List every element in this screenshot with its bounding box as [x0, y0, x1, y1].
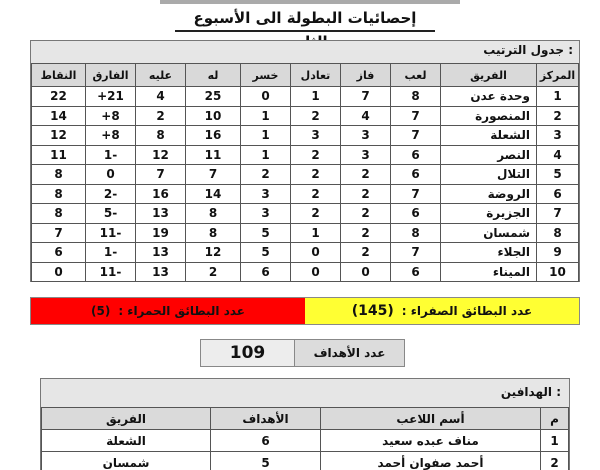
table-cell: 0 — [291, 262, 341, 282]
table-cell: 8 — [32, 184, 86, 204]
col-header: فاز — [341, 64, 391, 87]
table-cell: 14 — [32, 106, 86, 126]
table-cell: 2 — [186, 262, 241, 282]
table-cell: 4 — [136, 87, 186, 107]
table-cell: 1 — [241, 126, 291, 146]
col-header: م — [541, 408, 569, 430]
col-header: الفارق — [86, 64, 136, 87]
table-cell: 3 — [241, 204, 291, 224]
table-cell: 8+ — [86, 126, 136, 146]
table-cell: 1 — [537, 87, 579, 107]
table-cell: 8 — [391, 87, 441, 107]
table-cell: 2 — [291, 106, 341, 126]
table-cell: 2 — [341, 243, 391, 263]
table-cell: الشعلة — [441, 126, 537, 146]
col-header: عليه — [136, 64, 186, 87]
table-cell: 7 — [341, 87, 391, 107]
scorers-table — [41, 407, 569, 470]
table-cell: 1 — [241, 145, 291, 165]
table-row — [32, 243, 579, 263]
table-cell: 6 — [391, 165, 441, 185]
table-cell: 7 — [391, 106, 441, 126]
table-row — [32, 145, 579, 165]
table-cell: -1 — [86, 243, 136, 263]
table-cell: الجزيرة — [441, 204, 537, 224]
table-cell: 3 — [241, 184, 291, 204]
table-cell: 1 — [291, 223, 341, 243]
scorers-label: الهدافين : — [500, 385, 561, 399]
red-cards-label: عدد البطائق الحمراء : — [118, 304, 246, 318]
table-cell: شمسان — [441, 223, 537, 243]
table-cell: 12 — [32, 126, 86, 146]
goals-value: 109 — [201, 340, 294, 366]
page-title: إحصائيات البطولة الى الأسبوع — [175, 6, 435, 32]
red-cards-value: (5) — [91, 304, 111, 318]
table-cell: 5 — [537, 165, 579, 185]
col-header: الأهداف — [211, 408, 321, 430]
table-cell: 7 — [136, 165, 186, 185]
table-cell: 6 — [241, 262, 291, 282]
table-cell: 11 — [186, 145, 241, 165]
table-cell: 6 — [391, 145, 441, 165]
table-cell: 2 — [291, 184, 341, 204]
col-header: أسم اللاعب — [321, 408, 541, 430]
table-row — [32, 223, 579, 243]
table-cell: الروضة — [441, 184, 537, 204]
table-cell: 5 — [241, 243, 291, 263]
table-cell: 22 — [32, 87, 86, 107]
table-cell: 1 — [291, 87, 341, 107]
standings-panel — [30, 40, 580, 282]
table-cell: الشعلة — [42, 430, 211, 452]
table-row — [42, 430, 569, 452]
table-cell: 16 — [136, 184, 186, 204]
table-cell: 7 — [391, 243, 441, 263]
table-cell: 8 — [32, 165, 86, 185]
table-cell: -11 — [86, 262, 136, 282]
table-cell: 8 — [186, 204, 241, 224]
col-header: خسر — [241, 64, 291, 87]
table-cell: 2 — [291, 204, 341, 224]
table-cell: 2 — [241, 165, 291, 185]
table-cell: 2 — [136, 106, 186, 126]
table-cell: المنصورة — [441, 106, 537, 126]
table-cell: 6 — [391, 262, 441, 282]
table-cell: 3 — [341, 145, 391, 165]
table-cell: 8 — [32, 204, 86, 224]
table-cell: 6 — [211, 430, 321, 452]
table-cell: 8 — [391, 223, 441, 243]
scorers-panel — [40, 378, 570, 470]
table-cell: الميناء — [441, 262, 537, 282]
table-cell: الجلاء — [441, 243, 537, 263]
table-cell: 2 — [341, 165, 391, 185]
col-header: الفريق — [42, 408, 211, 430]
col-header: تعادل — [291, 64, 341, 87]
table-cell: -1 — [86, 145, 136, 165]
table-cell: 6 — [537, 184, 579, 204]
table-cell: 13 — [136, 262, 186, 282]
table-cell: 1 — [241, 106, 291, 126]
table-cell: 13 — [136, 204, 186, 224]
table-cell: -5 — [86, 204, 136, 224]
yellow-cards-label: عدد البطائق الصفراء : — [401, 304, 533, 318]
scorers-header-row — [42, 408, 569, 430]
table-cell: 7 — [391, 126, 441, 146]
table-cell: 14 — [186, 184, 241, 204]
table-cell: 11 — [32, 145, 86, 165]
goals-summary — [200, 339, 405, 367]
col-header: لعب — [391, 64, 441, 87]
table-row — [32, 262, 579, 282]
table-cell: 19 — [136, 223, 186, 243]
top-divider — [160, 0, 460, 4]
table-cell: 8 — [186, 223, 241, 243]
table-cell: 1 — [541, 430, 569, 452]
table-cell: 2 — [537, 106, 579, 126]
table-cell: 13 — [136, 243, 186, 263]
table-cell: 10 — [186, 106, 241, 126]
table-cell: 8 — [537, 223, 579, 243]
table-cell: 25 — [186, 87, 241, 107]
table-cell: -2 — [86, 184, 136, 204]
table-cell: 8 — [136, 126, 186, 146]
table-cell: 21+ — [86, 87, 136, 107]
standings-table — [31, 63, 579, 282]
table-cell: 3 — [291, 126, 341, 146]
table-cell: 7 — [537, 204, 579, 224]
table-row — [42, 452, 569, 470]
red-cards-box — [31, 298, 305, 324]
table-cell: 2 — [541, 452, 569, 470]
table-cell: 12 — [136, 145, 186, 165]
standings-header-row — [32, 64, 579, 87]
table-cell: 0 — [341, 262, 391, 282]
table-cell: التلال — [441, 165, 537, 185]
col-header: المركز — [537, 64, 579, 87]
table-cell: 6 — [391, 204, 441, 224]
table-cell: 7 — [186, 165, 241, 185]
yellow-cards-box — [305, 298, 579, 324]
table-cell: 16 — [186, 126, 241, 146]
table-cell: 4 — [341, 106, 391, 126]
table-cell: 4 — [537, 145, 579, 165]
cards-summary — [30, 297, 580, 325]
table-cell: 7 — [391, 184, 441, 204]
table-cell: وحدة عدن — [441, 87, 537, 107]
col-header: له — [186, 64, 241, 87]
table-cell: 2 — [341, 204, 391, 224]
col-header: النقاط — [32, 64, 86, 87]
goals-label: عدد الأهداف — [294, 340, 404, 366]
yellow-cards-value: (145) — [351, 303, 394, 319]
table-cell: 0 — [241, 87, 291, 107]
table-cell: مناف عبده سعيد — [321, 430, 541, 452]
table-cell: 7 — [32, 223, 86, 243]
table-row — [32, 165, 579, 185]
table-cell: 6 — [32, 243, 86, 263]
table-row — [32, 184, 579, 204]
table-row — [32, 204, 579, 224]
table-cell: 12 — [186, 243, 241, 263]
table-cell: 3 — [537, 126, 579, 146]
table-cell: 5 — [211, 452, 321, 470]
table-row — [32, 126, 579, 146]
table-cell: 5 — [241, 223, 291, 243]
table-row — [32, 87, 579, 107]
table-cell: 2 — [291, 145, 341, 165]
table-cell: 2 — [341, 184, 391, 204]
table-cell: شمسان — [42, 452, 211, 470]
table-cell: 2 — [291, 165, 341, 185]
table-cell: 3 — [341, 126, 391, 146]
table-cell: 9 — [537, 243, 579, 263]
table-row — [32, 106, 579, 126]
table-cell: 2 — [341, 223, 391, 243]
col-header: الفريق — [441, 64, 537, 87]
table-cell: 10 — [537, 262, 579, 282]
table-cell: أحمد صفوان أحمد — [321, 452, 541, 470]
table-cell: النصر — [441, 145, 537, 165]
table-cell: -11 — [86, 223, 136, 243]
table-cell: 0 — [32, 262, 86, 282]
table-cell: 8+ — [86, 106, 136, 126]
table-cell: 0 — [291, 243, 341, 263]
table-cell: 0 — [86, 165, 136, 185]
standings-label: جدول الترتيب : — [483, 43, 573, 57]
